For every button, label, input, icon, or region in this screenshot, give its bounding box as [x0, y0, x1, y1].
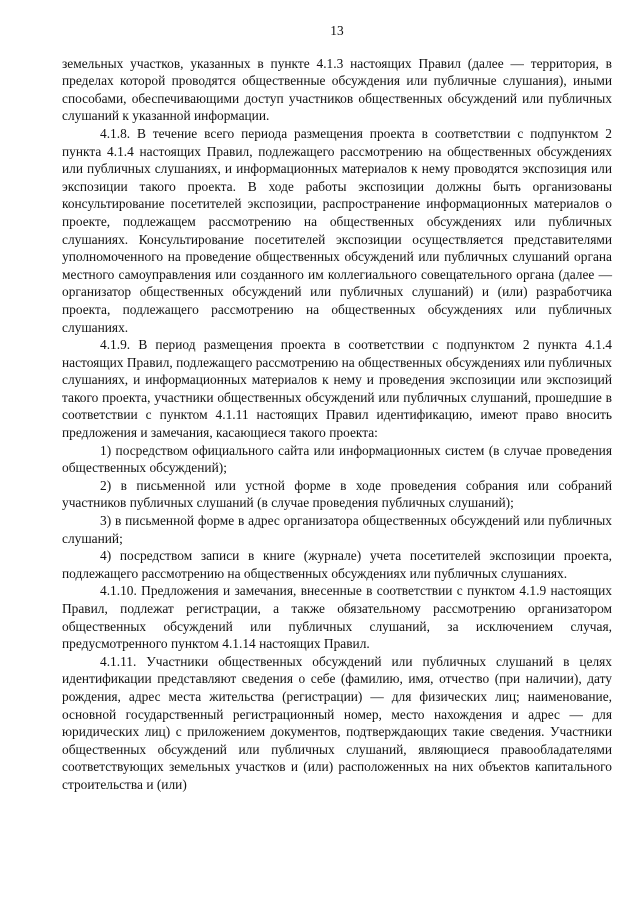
list-item-2: 2) в письменной или устной форме в ходе проведения собрания или собраний участников публичных слушаний (в случае проведения публичных слушаний); — [62, 477, 612, 511]
paragraph-4-1-9: 4.1.9. В период размещения проекта в соответствии с подпунктом 2 пункта 4.1.4 настоящих Правил, подлежащего рассмотрению на общественных обсуждениях или публичных слушаниях, и информационных материалов к нему и проведения экспозиции или экспозиций такого проекта, участники общественных обсуждений или публичных слушаний, прошедшие в соответствии с пунктом 4.1.11 настоящих Правил идентификацию, имеют право вносить предложения и замечания, касающиеся такого проекта: — [62, 337, 612, 441]
paragraph-4-1-8: 4.1.8. В течение всего периода размещения проекта в соответствии с подпунктом 2 пункта 4.1.4 настоящих Правил, подлежащего рассмотрению на общественных обсуждениях или публичных слушаниях, и информационных материалов к нему проводятся экспозиция или экспозиции такого проекта. В ходе работы экспозиции должны быть организованы консультирование посетителей экспозиции, распространение информационных материалов о проекте, подлежащем рассмотрению на общественных обсуждениях или публичных слушаниях. Консультирование посетителей экспозиции осуществляется представителями уполномоченного на проведение общественных обсуждений или публичных слушаний органа местного самоуправления или созданного им коллегиального совещательного органа (далее — организатор общественных обсуждений или публичных слушаний) и (или) разработчика проекта, подлежащего рассмотрению на общественных обсуждениях или публичных слушаниях. — [62, 125, 612, 335]
document-body — [62, 55, 612, 794]
page-number: 13 — [330, 23, 344, 38]
paragraph-4-1-10: 4.1.10. Предложения и замечания, внесенные в соответствии с пунктом 4.1.9 настоящих Правил, подлежат регистрации, а также обязательному рассмотрению организатором общественных обсуждений или публичных слушаний, за исключением случая, предусмотренного пунктом 4.1.14 настоящих Правил. — [62, 583, 612, 652]
list-item-4: 4) посредством записи в книге (журнале) учета посетителей экспозиции проекта, подлежащего рассмотрению на общественных обсуждениях или публичных слушаниях. — [62, 548, 612, 581]
paragraph-continuation: земельных участков, указанных в пункте 4.1.3 настоящих Правил (далее — территория, в пределах которой проводятся общественные обсуждения или публичные слушания), иными способами, обеспечивающими доступ участников общественных обсуждений или публичных слушаний к указанной информации. — [62, 55, 612, 124]
list-item-3: 3) в письменной форме в адрес организатора общественных обсуждений или публичных слушаний; — [62, 513, 612, 546]
paragraph-4-1-11: 4.1.11. Участники общественных обсуждений или публичных слушаний в целях идентификации представляют сведения о себе (фамилию, имя, отчество (при наличии), дату рождения, адрес места жительства (регистрации) — для физических лиц; наименование, основной государственный регистрационный номер, место нахождения и адрес — для юридических лиц) с приложением документов, подтверждающих такие сведения. Участники общественных обсуждений или публичных слушаний, являющиеся правообладателями соответствующих земельных участков и (или) расположенных на них объектов капитального строительства и (или) — [62, 653, 612, 792]
list-item-1: 1) посредством официального сайта или информационных систем (в случае проведения общественных обсуждений); — [62, 442, 612, 476]
